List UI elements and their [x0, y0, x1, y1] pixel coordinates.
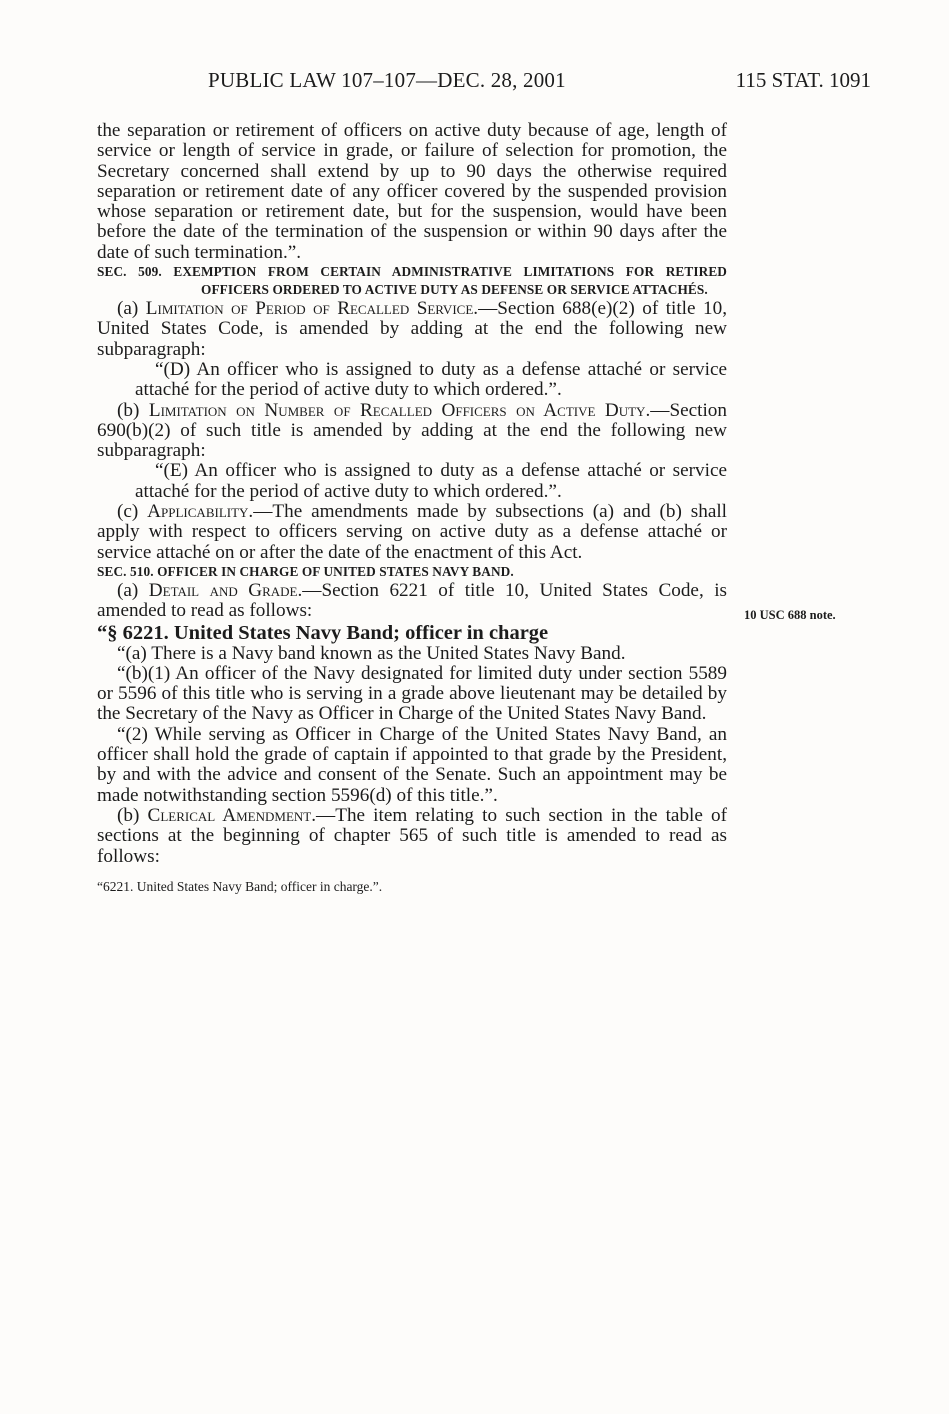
sec509-c-label: (c)	[117, 501, 148, 523]
sec509-a-text: .—Section 688(e)(2) of title 10, United States Code, is amended by adding at the end the following new subparagraph:	[97, 298, 728, 360]
sec509-subsection-b	[97, 401, 727, 462]
sec509-c-title: Applicability	[147, 501, 249, 523]
sec509-subsection-a	[97, 299, 727, 360]
section-6221-heading: “§ 6221. United States Navy Band; officer in charge	[97, 621, 549, 644]
sec510-subsection-a	[97, 581, 727, 622]
page-header	[0, 68, 949, 98]
sec509-b-label: (b)	[117, 399, 149, 421]
section-510-heading: SEC. 510. OFFICER IN CHARGE OF UNITED STATES NAVY BAND.	[97, 563, 514, 579]
sec509-b-text: .—Section 690(b)(2) of such title is amended by adding at the end the following new subparagraph:	[97, 399, 727, 462]
sec509-subsection-c	[97, 502, 727, 563]
table-of-sections-item: “6221. United States Navy Band; officer in charge.”.	[97, 878, 383, 894]
running-head: PUBLIC LAW 107–107—DEC. 28, 2001	[208, 68, 566, 92]
sec509-b-quote: “(E) An officer who is assigned to duty as a defense attaché or service attaché for the period of active duty to which ordered.”.	[135, 460, 727, 502]
sec509-c-text: .—The amendments made by subsections (a) and (b) shall apply with respect to officers serving on active duty as a defense attaché or service attaché on or after the date of the enactment of this Act.	[97, 501, 727, 563]
stat-page-number: 115 STAT. 1091	[735, 68, 871, 92]
sec6221-paragraph-a: “(a) There is a Navy band known as the United States Navy Band.	[117, 642, 626, 664]
sec509-a-quote: “(D) An officer who is assigned to duty as a defense attaché or service attaché for the period of active duty to which ordered.”.	[135, 358, 727, 401]
sec509-b-title: Limitation on Number of Recalled Officers on Active Duty	[148, 399, 646, 421]
body-text	[97, 121, 727, 897]
sec510-a-label: (a)	[117, 579, 149, 601]
sec6221-paragraph-b2: “(2) While serving as Officer in Charge of the United States Navy Band, an officer shall hold the grade of captain if appointed to that grade by the President, by and with the advice and consent of the Senate. Such an appointment may be made notwithstanding section 5596(d) of this title.”.	[97, 723, 727, 806]
sec509-a-label: (a)	[117, 298, 146, 320]
sec510-subsection-b	[97, 806, 727, 867]
sec510-b-text: .—The item relating to such section in the table of sections at the beginning of chapter 565 of such title is amended to read as follows:	[97, 804, 727, 867]
sec6221-paragraph-b1: “(b)(1) An officer of the Navy designated for limited duty under section 5589 or 5596 of this title who is serving in a grade above lieutenant may be detailed by the Secretary of the Navy as Officer in Charge of the United States Navy Band.	[97, 662, 727, 725]
margin-note: 10 USC 688 note.	[744, 608, 836, 622]
sec510-a-title: Detail and Grade	[148, 579, 298, 601]
sec510-b-label: (b)	[117, 804, 148, 826]
sec510-b-title: Clerical Amendment	[147, 804, 312, 826]
section-509-heading: SEC. 509. EXEMPTION FROM CERTAIN ADMINISTRATIVE LIMITATIONS FOR RETIRED OFFICERS ORDERED TO ACTIVE DUTY AS DEFENSE OR SERVICE ATTACHÉS.	[97, 264, 727, 298]
sec509-a-title: Limitation of Period of Recalled Service	[145, 298, 474, 320]
continuation-paragraph: the separation or retirement of officers on active duty because of age, length of service or length of service in grade, or failure of selection for promotion, the Secretary concerned shall extend by up to 90 days the otherwise required separation or retirement date of any officer covered by the suspended provision whose separation or retirement date, but for the suspension, would have been before the date of the termination of the suspension or within 90 days after the date of such termination.”.	[97, 120, 727, 263]
sec510-a-text: .—Section 6221 of title 10, United States Code, is amended to read as follows:	[97, 579, 728, 622]
